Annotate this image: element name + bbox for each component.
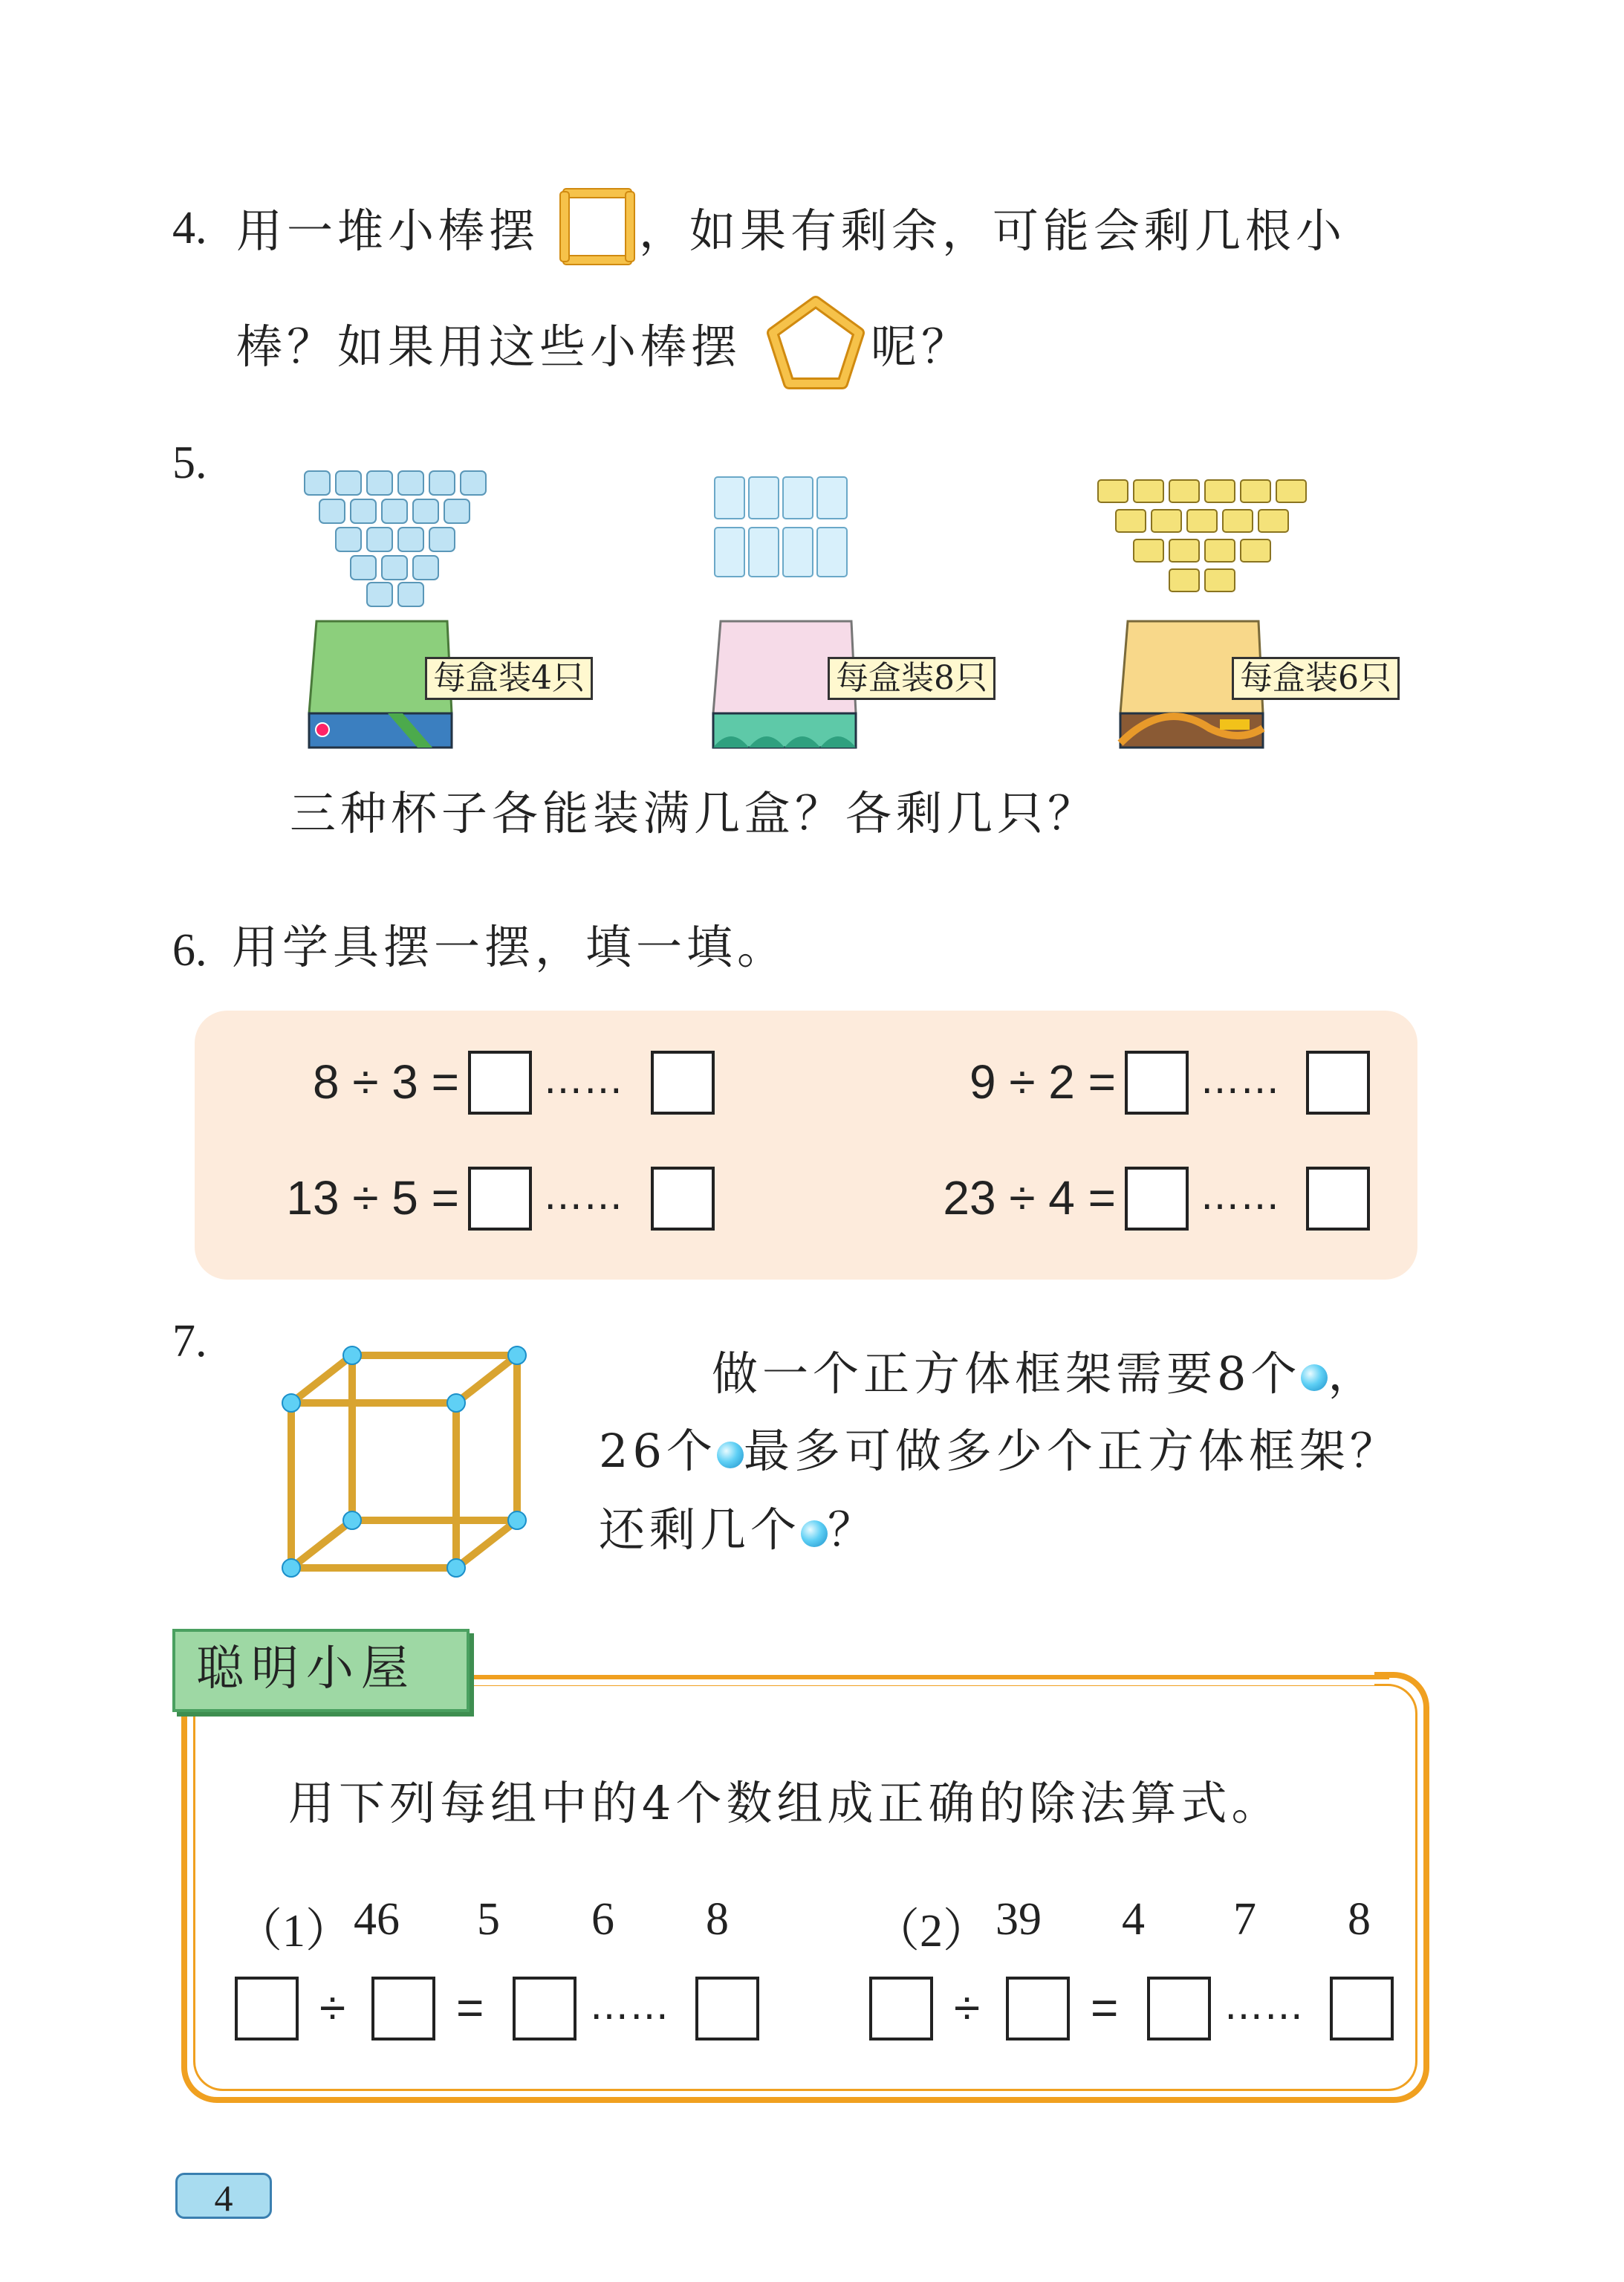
group2-number: 4 [1122,1894,1145,1945]
answer-box-quotient-1[interactable] [468,1051,532,1115]
answer-box-remainder-1[interactable] [651,1051,715,1115]
g1-quotient-box[interactable] [513,1977,576,2040]
q6-number: 6. [172,925,207,976]
q7-line2-text: 最多可做多少个正方体框架？ [743,1424,1400,1478]
q4-line2-b: 呢？ [871,320,972,374]
division-sign: ÷ [319,1981,346,2035]
box-label-2: 每盒装8只 [828,657,995,700]
q4-line1-b: ，如果有剩余，可能会剩几根小 [639,204,1347,258]
equals-sign: = [456,1981,484,2035]
answer-box-remainder-2[interactable] [1306,1051,1370,1115]
equals-sign: = [1091,1981,1119,2035]
mugs-image [1091,476,1328,602]
clever-instruction: 用下列每组中的4个数组成正确的除法算式。 [288,1776,1282,1830]
teacups-image [297,461,505,609]
group2-label: （2） [874,1906,990,1957]
q5-number: 5. [172,438,207,488]
exercise-panel [195,1011,1417,1280]
bead-icon [1301,1364,1328,1391]
group2-number: 7 [1233,1894,1256,1945]
q6-instruction: 用学具摆一摆，填一填。 [232,920,788,974]
q7-line2-prefix: 26个 [599,1424,717,1478]
glasses-image [706,473,862,584]
pentagon-sticks-icon [765,294,866,391]
q7-line1-comma: ， [1328,1346,1379,1401]
q4-line2-a: 棒？如果用这些小棒摆 [236,320,742,374]
q7-line2 [599,1424,1400,1478]
g2-dividend-box[interactable] [869,1977,933,2040]
cube-frame-image [278,1338,538,1583]
answer-box-quotient-3[interactable] [468,1167,532,1231]
equation-3: 13 ÷ 5 = [286,1171,459,1225]
remainder-dots: …… [1201,1174,1281,1219]
box-label-3: 每盒装6只 [1232,657,1400,700]
answer-box-quotient-2[interactable] [1125,1051,1189,1115]
equation-2: 9 ÷ 2 = [969,1055,1116,1109]
g2-quotient-box[interactable] [1147,1977,1211,2040]
division-sign: ÷ [954,1981,981,2035]
remainder-dots: …… [1224,1984,1305,2029]
page-number: 4 [214,2177,233,2219]
remainder-dots: …… [1201,1058,1281,1103]
equation-4: 23 ÷ 4 = [943,1171,1116,1225]
g1-divisor-box[interactable] [371,1977,435,2040]
q7-line3 [599,1503,879,1557]
clever-house-title: 聪明小屋 [196,1641,416,1696]
square-sticks-icon [556,183,639,270]
group1-number: 6 [591,1894,614,1945]
group2-number: 39 [995,1894,1042,1945]
equation-1: 8 ÷ 3 = [312,1055,459,1109]
group2-number: 8 [1348,1894,1371,1945]
q7-line1 [712,1346,1379,1401]
answer-box-remainder-4[interactable] [1306,1167,1370,1231]
q4-line1-a: 用一堆小棒摆 [236,204,540,258]
clever-house-tab [172,1629,470,1712]
answer-box-remainder-3[interactable] [651,1167,715,1231]
q5-question: 三种杯子各能装满几盒？各剩几只？ [290,786,1099,840]
q7-number: 7. [172,1316,207,1367]
q7-line3-mark: ？ [828,1503,879,1557]
q7-line3-text: 还剩几个 [599,1503,802,1557]
answer-box-quotient-4[interactable] [1125,1167,1189,1231]
page-number-badge [175,2173,272,2219]
bead-icon [717,1442,744,1468]
g2-divisor-box[interactable] [1006,1977,1070,2040]
group1-number: 46 [354,1894,400,1945]
q7-line1-text: 做一个正方体框架需要8个 [712,1346,1302,1401]
frame-top-line [468,1675,1389,1679]
group1-number: 5 [477,1894,500,1945]
g2-remainder-box[interactable] [1330,1977,1394,2040]
box-label-1: 每盒装4只 [425,657,593,700]
group1-label: （1） [236,1906,352,1957]
group1-number: 8 [706,1894,729,1945]
g1-remainder-box[interactable] [695,1977,759,2040]
remainder-dots: …… [544,1058,624,1103]
remainder-dots: …… [590,1984,670,2029]
g1-dividend-box[interactable] [235,1977,299,2040]
q4-number: 4. [172,203,207,253]
bead-icon [801,1520,828,1547]
remainder-dots: …… [544,1174,624,1219]
